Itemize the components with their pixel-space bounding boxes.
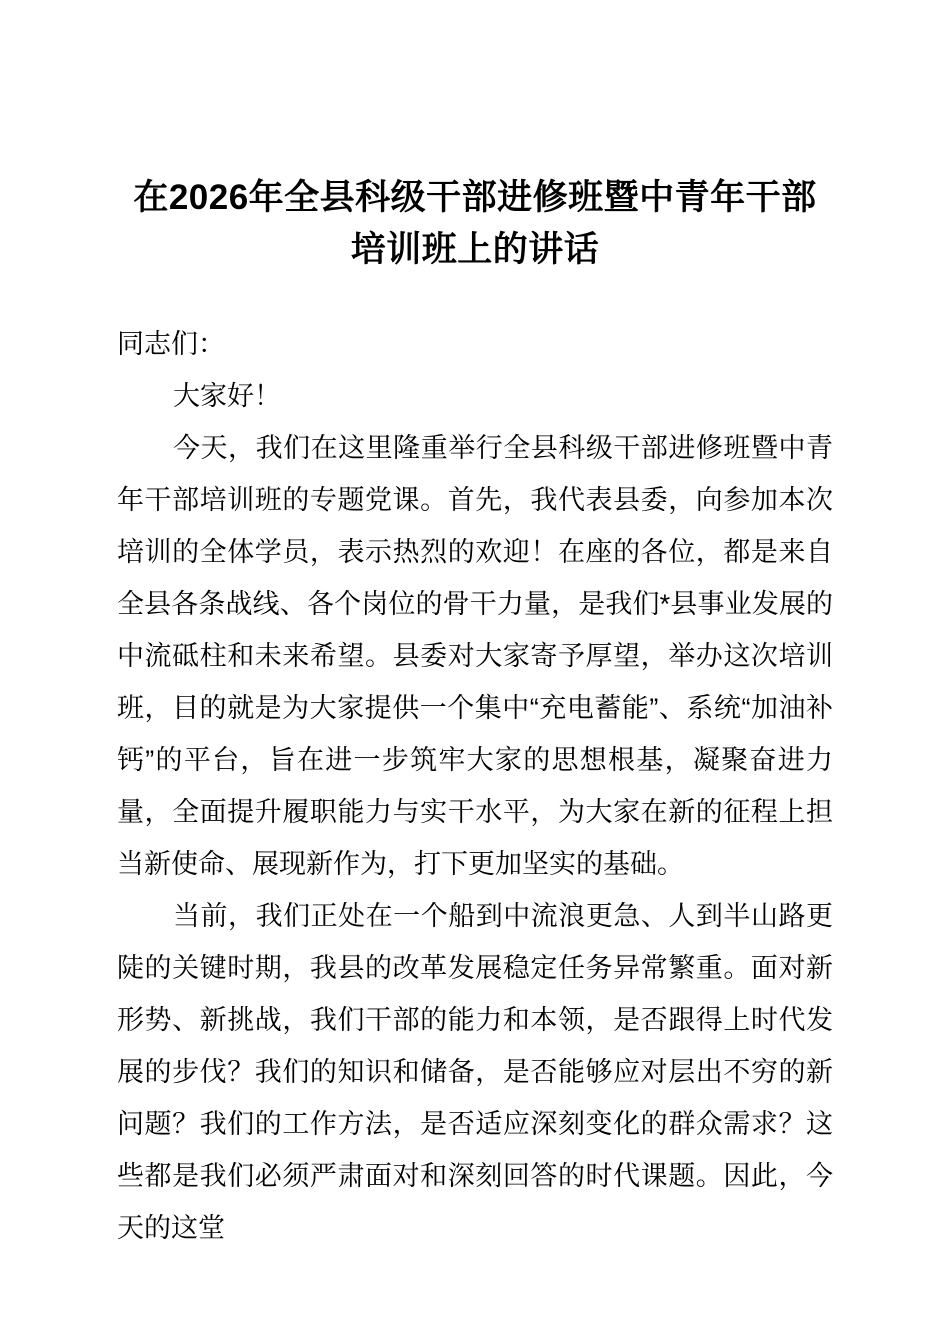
salutation: 同志们： xyxy=(117,329,225,359)
page-title: 在2026年全县科级干部进修班暨中青年干部培训班上的讲话 xyxy=(133,178,817,269)
document-content xyxy=(117,0,833,1254)
body-paragraph-2: 当前，我们正处在一个船到中流浪更急、人到半山路更陡的关键时期，我县的改革发展稳定任务异常繁重。面对新形势、新挑战，我们干部的能力和本领，是否跟得上时代发展的步伐？我们的知识和储备，是否能够应对层出不穷的新问题？我们的工作方法，是否适应深刻变化的群众需求？这些都是我们必须严肃面对和深刻回答的时代课题。因此，今天的这堂 xyxy=(117,901,833,1243)
greeting-paragraph: 大家好！ xyxy=(173,381,281,411)
body-paragraph-1: 今天，我们在这里隆重举行全县科级干部进修班暨中青年干部培训班的专题党课。首先，我代表县委，向参加本次培训的全体学员，表示热烈的欢迎！在座的各位，都是来自全县各条战线、各个岗位的骨干力量，是我们*县事业发展的中流砥柱和未来希望。县委对大家寄予厚望，举办这次培训班，目的就是为大家提供一个集中“充电蓄能”、系统“加油补钙”的平台，旨在进一步筑牢大家的思想根基，凝聚奋进力量，全面提升履职能力与实干水平，为大家在新的征程上担当新使命、展现新作为，打下更加坚实的基础。 xyxy=(117,433,833,879)
